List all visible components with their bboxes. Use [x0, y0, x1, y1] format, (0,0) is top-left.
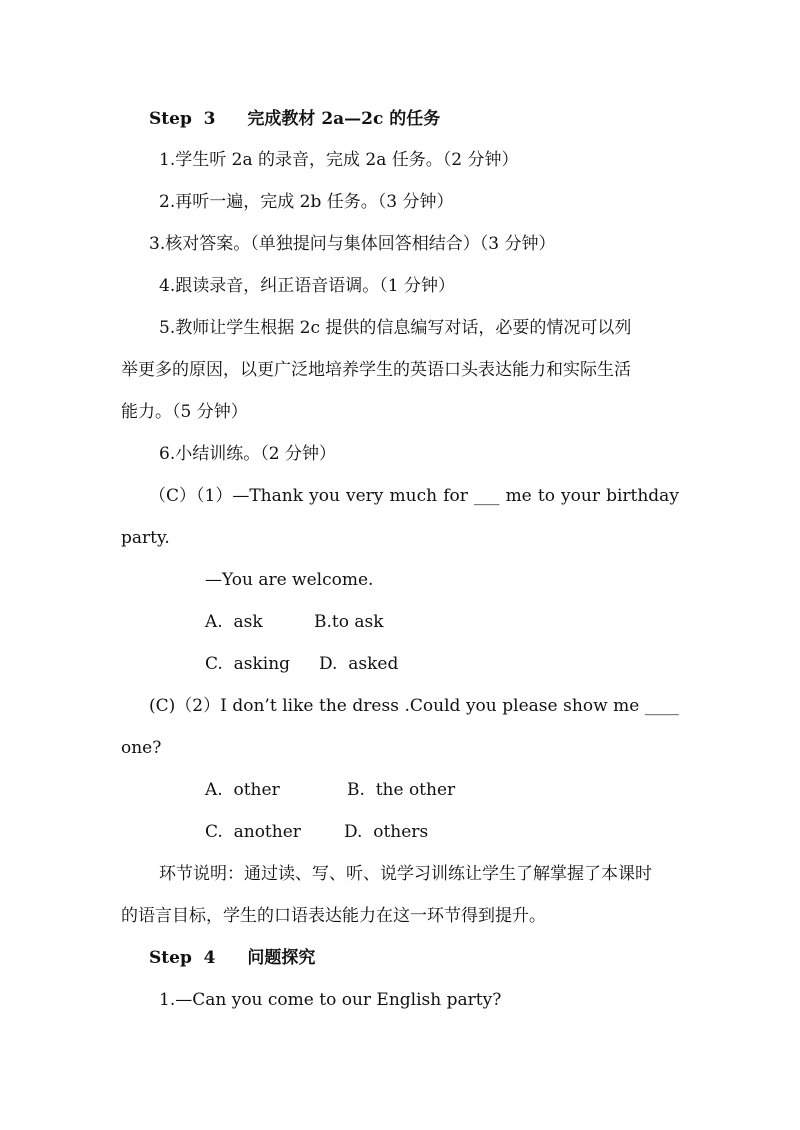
q1-word: your [561, 486, 600, 506]
step4-title: 问题探究 [247, 948, 316, 968]
q2-word: (C)（2）I [149, 696, 227, 716]
q1-word: you [309, 486, 340, 506]
task-1: 1.学生听 2a 的录音，完成 2a 任务。（2 分钟） [159, 150, 519, 170]
question-1-option-a: A. ask [205, 612, 263, 632]
q2-word: please [502, 696, 558, 716]
q1-word: much [389, 486, 438, 506]
q2-word: dress [352, 696, 399, 716]
question-2-line-1 [149, 695, 679, 717]
q2-word: .Could [404, 696, 461, 716]
q1-blank: ___ [473, 486, 500, 506]
section-note-line-1: 环节说明：通过读、写、听、说学习训练让学生了解掌握了本课时 [159, 864, 652, 884]
task-5-line-1: 5.教师让学生根据 2c 提供的信息编写对话，必要的情况可以列 [159, 318, 632, 338]
question-1-option-c: C. asking [205, 654, 291, 674]
question-2-option-b: B. the other [347, 780, 456, 800]
q1-word: very [346, 486, 384, 506]
question-1-option-d: D. asked [319, 654, 399, 674]
step3-heading [149, 108, 440, 130]
question-2-option-d: D. others [344, 822, 429, 842]
task-3: 3.核对答案。（单独提问与集体回答相结合）（3 分钟） [149, 234, 556, 254]
q1-word: for [443, 486, 468, 506]
q2-blank: ____ [644, 696, 679, 716]
q2-word: like [282, 696, 314, 716]
task-4: 4.跟读录音，纠正语音语调。（1 分钟） [159, 276, 455, 296]
question-2-option-a: A. other [205, 780, 280, 800]
q2-word: show [563, 696, 608, 716]
q1-word: me [505, 486, 532, 506]
q2-word: the [319, 696, 347, 716]
question-1-option-b: B.to ask [314, 612, 384, 632]
question-2-option-c: C. another [205, 822, 301, 842]
step3-title: 完成教材 2a—2c 的任务 [247, 109, 441, 129]
step4-heading [149, 947, 315, 969]
q2-word: me [613, 696, 640, 716]
task-2: 2.再听一遍，完成 2b 任务。（3 分钟） [159, 192, 454, 212]
step3-label: Step 3 [149, 109, 216, 129]
section-note-line-2: 的语言目标，学生的口语表达能力在这一环节得到提升。 [121, 906, 546, 926]
task-5-line-3: 能力。（5 分钟） [121, 402, 248, 422]
question-2-line-2: one? [121, 738, 162, 758]
q1-word: to [537, 486, 555, 506]
q2-word: you [465, 696, 497, 716]
question-1-line-2: party. [121, 528, 170, 548]
question-1-reply: —You are welcome. [205, 570, 374, 590]
q1-word: birthday [606, 486, 679, 506]
question-1-line-1 [149, 485, 679, 507]
task-6: 6.小结训练。（2 分钟） [159, 444, 336, 464]
q1-word: （C）（1）—Thank [149, 486, 303, 506]
step4-item-1: 1.—Can you come to our English party? [159, 990, 502, 1010]
q2-word: don’t [232, 696, 277, 716]
task-5-line-2: 举更多的原因，以更广泛地培养学生的英语口头表达能力和实际生活 [121, 360, 631, 380]
step4-label: Step 4 [149, 948, 216, 968]
